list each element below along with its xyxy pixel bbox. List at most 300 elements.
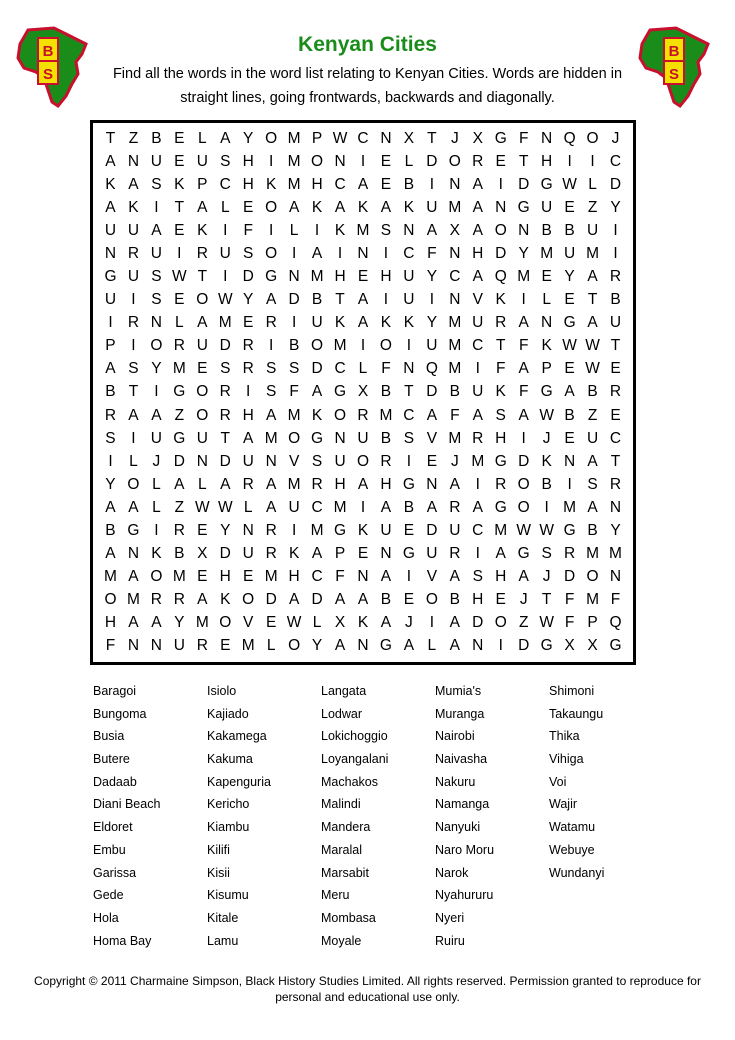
grid-letter: E	[265, 614, 277, 632]
grid-letter: I	[269, 221, 274, 239]
grid-letter: J	[450, 452, 459, 470]
grid-letter: A	[265, 498, 277, 516]
grid-letter: G	[494, 129, 507, 147]
word-list-item: Moyale	[321, 933, 362, 948]
grid-letter: O	[242, 591, 255, 609]
grid-letter: M	[241, 637, 255, 655]
word-list-item: Isiolo	[207, 684, 237, 698]
grid-letter: O	[265, 244, 278, 262]
grid-letter: A	[564, 383, 575, 401]
grid-letter: N	[541, 314, 553, 332]
grid-letter: O	[196, 406, 209, 424]
grid-letter: W	[286, 614, 302, 632]
grid-letter: X	[197, 545, 208, 563]
grid-letter: D	[288, 291, 300, 309]
grid-letter: A	[426, 406, 438, 424]
grid-letter: G	[494, 498, 507, 516]
word-list-item: Langata	[321, 684, 367, 698]
grid-letter: O	[311, 152, 324, 170]
grid-letter: A	[105, 545, 116, 563]
grid-letter: U	[380, 522, 392, 540]
grid-letter: U	[242, 452, 254, 470]
grid-letter: I	[154, 522, 159, 540]
grid-letter: F	[427, 244, 437, 262]
grid-letter: A	[380, 614, 392, 632]
grid-letter: U	[127, 221, 140, 239]
grid-letter: A	[128, 406, 139, 424]
grid-letter: A	[518, 360, 529, 378]
grid-letter: A	[357, 475, 369, 493]
grid-letter: M	[609, 545, 622, 563]
grid-letter: A	[105, 152, 116, 170]
grid-letter: F	[243, 221, 253, 239]
grid-letter: E	[403, 591, 415, 609]
grid-letter: A	[380, 568, 392, 586]
grid-letter: G	[173, 429, 186, 447]
grid-letter: E	[380, 152, 392, 170]
grid-letter: K	[357, 522, 369, 540]
grid-letter: L	[220, 198, 230, 216]
grid-letter: T	[404, 383, 414, 401]
grid-letter: A	[105, 198, 116, 216]
grid-letter: B	[564, 221, 575, 239]
grid-letter: H	[219, 568, 231, 586]
grid-letter: H	[334, 268, 346, 286]
grid-letter: T	[197, 268, 208, 286]
grid-letter: G	[563, 314, 576, 332]
grid-letter: N	[449, 244, 461, 262]
word-list-item: Kakuma	[207, 752, 253, 767]
grid-letter: I	[291, 314, 297, 332]
grid-letter: H	[495, 429, 507, 447]
grid-letter: A	[197, 591, 208, 609]
grid-letter: N	[518, 221, 530, 239]
grid-letter: A	[587, 268, 598, 286]
grid-letter: X	[587, 637, 598, 655]
grid-letter: J	[450, 129, 459, 147]
grid-letter: I	[177, 244, 182, 262]
grid-letter: G	[402, 475, 415, 493]
word-list-column	[549, 680, 663, 952]
word-list-item: Lamu	[207, 933, 239, 948]
grid-letter: X	[357, 383, 369, 401]
grid-letter: K	[495, 383, 506, 401]
grid-letter: W	[539, 406, 554, 424]
grid-letter: R	[242, 360, 254, 378]
grid-letter: V	[472, 291, 483, 309]
grid-letter: D	[609, 175, 622, 193]
grid-letter: O	[379, 337, 392, 355]
grid-letter: U	[311, 314, 323, 332]
grid-letter: S	[472, 568, 483, 586]
grid-letter: B	[610, 291, 621, 309]
grid-letter: B	[403, 498, 415, 516]
grid-letter: O	[356, 452, 370, 470]
word-list-item: Watamu	[549, 820, 596, 835]
grid-letter: E	[174, 291, 185, 309]
grid-letter: L	[129, 452, 138, 470]
grid-letter: L	[243, 498, 253, 516]
grid-letter: E	[197, 568, 208, 586]
grid-letter: M	[379, 406, 393, 424]
grid-letter: T	[128, 383, 139, 401]
grid-letter: A	[426, 221, 438, 239]
grid-letter: U	[196, 152, 208, 170]
grid-letter: H	[495, 568, 507, 586]
grid-letter: A	[243, 429, 254, 447]
grid-letter: U	[219, 244, 231, 262]
grid-letter: D	[426, 522, 438, 540]
grid-letter: H	[242, 175, 254, 193]
grid-letter: M	[448, 360, 462, 378]
grid-letter: P	[541, 360, 552, 378]
grid-letter: M	[287, 152, 301, 170]
grid-letter: Y	[426, 268, 438, 286]
grid-letter: M	[586, 591, 600, 609]
grid-letter: Y	[426, 314, 438, 332]
grid-letter: I	[567, 475, 572, 493]
grid-letter: A	[587, 452, 598, 470]
grid-letter: H	[242, 152, 254, 170]
grid-letter: B	[174, 545, 185, 563]
grid-letter: E	[541, 268, 552, 286]
grid-letter: S	[265, 383, 277, 401]
grid-letter: U	[150, 244, 162, 262]
grid-letter: H	[541, 152, 553, 170]
grid-letter: T	[105, 129, 116, 147]
logo-letter-b: B	[668, 43, 680, 60]
grid-letter: J	[519, 591, 528, 609]
grid-letter: T	[174, 198, 185, 216]
word-list-item: Diani Beach	[93, 797, 161, 812]
grid-letter: A	[197, 314, 208, 332]
grid-letter: C	[334, 360, 346, 378]
grid-letter: D	[495, 244, 507, 262]
grid-letter: A	[449, 568, 460, 586]
grid-letter: F	[450, 406, 460, 424]
grid-letter: P	[197, 175, 208, 193]
word-list-item: Ruiru	[435, 933, 465, 948]
grid-letter: G	[104, 268, 117, 286]
grid-letter: A	[220, 475, 231, 493]
word-list-item: Nakuru	[435, 774, 476, 789]
grid-letter: G	[379, 637, 392, 655]
grid-letter: H	[380, 268, 392, 286]
word-list-item: Homa Bay	[93, 933, 152, 948]
grid-letter: L	[197, 475, 207, 493]
grid-letter: S	[105, 429, 116, 447]
word-list-item: Hola	[93, 910, 119, 925]
grid-letter: K	[174, 175, 185, 193]
grid-letter: I	[406, 337, 412, 355]
grid-letter: Z	[518, 614, 529, 632]
grid-letter: I	[590, 152, 595, 170]
grid-letter: O	[127, 475, 140, 493]
grid-letter: U	[426, 198, 438, 216]
word-list-item: Kisii	[207, 865, 230, 880]
word-list-item: Wajir	[549, 797, 578, 812]
grid-letter: A	[472, 498, 483, 516]
grid-letter: O	[425, 591, 438, 609]
word-list-item: Kisumu	[207, 888, 249, 903]
grid-letter: S	[495, 406, 506, 424]
grid-letter: J	[611, 129, 620, 147]
grid-letter: B	[105, 522, 116, 540]
word-list-item: Mombasa	[321, 910, 376, 925]
word-list-item: Naivasha	[435, 752, 488, 767]
grid-letter: W	[516, 522, 531, 540]
grid-letter: A	[311, 244, 323, 262]
grid-letter: Y	[243, 291, 254, 309]
grid-letter: R	[196, 244, 208, 262]
grid-letter: D	[265, 591, 277, 609]
grid-letter: K	[334, 221, 346, 239]
grid-letter: S	[128, 360, 139, 378]
grid-letter: I	[406, 568, 412, 586]
grid-letter: A	[518, 568, 529, 586]
grid-letter: U	[564, 244, 576, 262]
word-list-item: Malindi	[321, 797, 361, 812]
grid-letter: U	[472, 383, 484, 401]
grid-letter: A	[288, 591, 300, 609]
grid-letter: G	[402, 545, 415, 563]
grid-letter: C	[609, 429, 622, 447]
grid-letter: M	[195, 614, 209, 632]
grid-letter: R	[609, 475, 622, 493]
grid-letter: F	[335, 568, 345, 586]
grid-letter: L	[152, 475, 161, 493]
grid-letter: E	[426, 452, 438, 470]
grid-letter: E	[174, 129, 185, 147]
grid-letter: Y	[564, 268, 575, 286]
grid-letter: A	[518, 406, 529, 424]
grid-letter: B	[380, 591, 392, 609]
word-list-item: Kericho	[207, 797, 250, 812]
grid-letter: R	[449, 498, 461, 516]
grid-letter: I	[429, 291, 435, 309]
grid-letter: B	[541, 475, 552, 493]
grid-letter: A	[220, 129, 231, 147]
grid-letter: I	[406, 452, 412, 470]
grid-letter: G	[609, 637, 622, 655]
grid-letter: A	[380, 498, 392, 516]
word-list-item: Kiambu	[207, 820, 250, 835]
grid-letter: N	[150, 637, 162, 655]
grid-letter: D	[219, 452, 231, 470]
grid-letter: M	[494, 522, 508, 540]
grid-letter: K	[334, 314, 346, 332]
grid-letter: E	[357, 268, 369, 286]
word-list-item: Voi	[549, 774, 567, 789]
grid-letter: R	[265, 522, 277, 540]
grid-letter: B	[151, 129, 162, 147]
grid-letter: M	[310, 522, 324, 540]
grid-letter: A	[472, 198, 483, 216]
grid-letter: R	[104, 406, 117, 424]
grid-letter: A	[265, 475, 277, 493]
grid-letter: O	[265, 198, 278, 216]
grid-letter: F	[495, 360, 506, 378]
grid-letter: R	[242, 337, 254, 355]
grid-letter: R	[357, 406, 369, 424]
grid-letter: A	[105, 498, 116, 516]
grid-letter: M	[333, 337, 347, 355]
grid-letter: A	[357, 591, 369, 609]
word-list-item: Webuye	[549, 842, 595, 857]
grid-letter: P	[311, 129, 323, 147]
grid-letter: R	[173, 337, 185, 355]
grid-letter: D	[242, 268, 254, 286]
grid-letter: E	[357, 545, 369, 563]
grid-letter: M	[218, 314, 232, 332]
grid-letter: S	[288, 360, 300, 378]
grid-letter: N	[357, 568, 369, 586]
grid-letter: S	[151, 291, 162, 309]
grid-letter: F	[518, 129, 529, 147]
word-list-item: Eldoret	[93, 820, 133, 835]
grid-letter: A	[128, 568, 139, 586]
grid-letter: K	[197, 221, 208, 239]
grid-letter: E	[243, 568, 254, 586]
grid-letter: R	[196, 637, 208, 655]
grid-letter: S	[265, 360, 277, 378]
grid-letter: R	[265, 545, 277, 563]
grid-letter: I	[154, 198, 159, 216]
grid-letter: I	[360, 337, 366, 355]
grid-letter: B	[403, 175, 415, 193]
grid-letter: N	[265, 452, 277, 470]
grid-letter: W	[332, 129, 348, 147]
word-list-item: Kitale	[207, 910, 239, 925]
grid-letter: U	[541, 198, 553, 216]
word-list-column	[435, 680, 549, 952]
grid-letter: E	[380, 175, 392, 193]
logo-letter-b: B	[42, 43, 54, 60]
word-list-column	[321, 680, 435, 952]
grid-letter: E	[174, 152, 185, 170]
word-list-item: Shimoni	[549, 684, 595, 698]
grid-letter: N	[541, 129, 553, 147]
grid-letter: A	[357, 314, 369, 332]
grid-letter: I	[360, 498, 366, 516]
grid-letter: A	[426, 498, 438, 516]
grid-letter: B	[449, 383, 460, 401]
grid-letter: K	[265, 175, 277, 193]
grid-letter: O	[448, 152, 461, 170]
grid-letter: U	[150, 152, 162, 170]
grid-letter: A	[151, 406, 162, 424]
grid-letter: B	[288, 337, 300, 355]
grid-letter: G	[127, 522, 140, 540]
word-list-item: Muranga	[435, 706, 485, 721]
grid-letter: M	[172, 360, 186, 378]
grid-letter: H	[380, 475, 392, 493]
grid-letter: D	[311, 591, 323, 609]
grid-letter: U	[357, 429, 369, 447]
grid-letter: Z	[587, 406, 598, 424]
grid-letter: N	[609, 568, 622, 586]
grid-letter: M	[586, 545, 600, 563]
grid-letter: N	[472, 637, 484, 655]
grid-letter: E	[564, 198, 575, 216]
grid-letter: G	[494, 452, 507, 470]
grid-letter: T	[427, 129, 437, 147]
grid-letter: I	[521, 291, 526, 309]
grid-letter: A	[472, 175, 483, 193]
grid-letter: E	[610, 406, 621, 424]
grid-letter: O	[196, 383, 209, 401]
grid-letter: T	[587, 291, 598, 309]
grid-letter: O	[334, 406, 347, 424]
word-list-item: Kapenguria	[207, 774, 271, 789]
grid-letter: Y	[610, 198, 621, 216]
grid-letter: R	[495, 475, 507, 493]
grid-letter: G	[563, 522, 576, 540]
word-list-item: Busia	[93, 729, 125, 744]
grid-letter: X	[334, 614, 346, 632]
grid-letter: A	[311, 545, 323, 563]
grid-letter: D	[426, 383, 438, 401]
grid-letter: A	[380, 198, 392, 216]
grid-letter: Y	[243, 129, 254, 147]
grid-letter: U	[242, 545, 254, 563]
grid-letter: Q	[563, 129, 576, 147]
grid-letter: M	[356, 221, 370, 239]
grid-letter: N	[127, 637, 140, 655]
grid-letter: Q	[425, 360, 438, 378]
grid-letter: R	[564, 545, 576, 563]
grid-letter: J	[542, 568, 551, 586]
grid-letter: I	[383, 291, 389, 309]
grid-letter: F	[105, 637, 116, 655]
grid-letter: A	[105, 360, 116, 378]
grid-letter: E	[564, 291, 575, 309]
grid-letter: S	[311, 452, 323, 470]
grid-letter: B	[311, 291, 323, 309]
grid-letter: R	[173, 522, 185, 540]
grid-letter: C	[403, 244, 415, 262]
grid-letter: P	[105, 337, 116, 355]
grid-letter: M	[517, 268, 531, 286]
grid-letter: I	[223, 268, 228, 286]
grid-letter: Z	[174, 406, 185, 424]
grid-letter: K	[541, 337, 552, 355]
grid-letter: S	[380, 221, 392, 239]
grid-letter: N	[127, 152, 140, 170]
grid-letter: B	[587, 383, 598, 401]
grid-letter: C	[357, 129, 369, 147]
grid-letter: I	[291, 522, 297, 540]
grid-letter: W	[562, 175, 577, 193]
grid-letter: A	[288, 198, 300, 216]
grid-letter: A	[518, 314, 529, 332]
grid-letter: S	[403, 429, 415, 447]
grid-letter: N	[104, 244, 117, 262]
grid-letter: V	[426, 568, 438, 586]
grid-letter: K	[311, 406, 323, 424]
grid-letter: N	[449, 291, 461, 309]
grid-letter: U	[426, 337, 438, 355]
grid-letter: W	[217, 291, 233, 309]
grid-letter: E	[564, 360, 575, 378]
grid-letter: F	[564, 614, 575, 632]
grid-letter: B	[380, 429, 392, 447]
grid-letter: N	[449, 175, 461, 193]
word-list-item: Lodwar	[321, 706, 362, 721]
grid-letter: D	[173, 452, 185, 470]
grid-letter: W	[539, 614, 554, 632]
grid-letter: N	[426, 475, 438, 493]
